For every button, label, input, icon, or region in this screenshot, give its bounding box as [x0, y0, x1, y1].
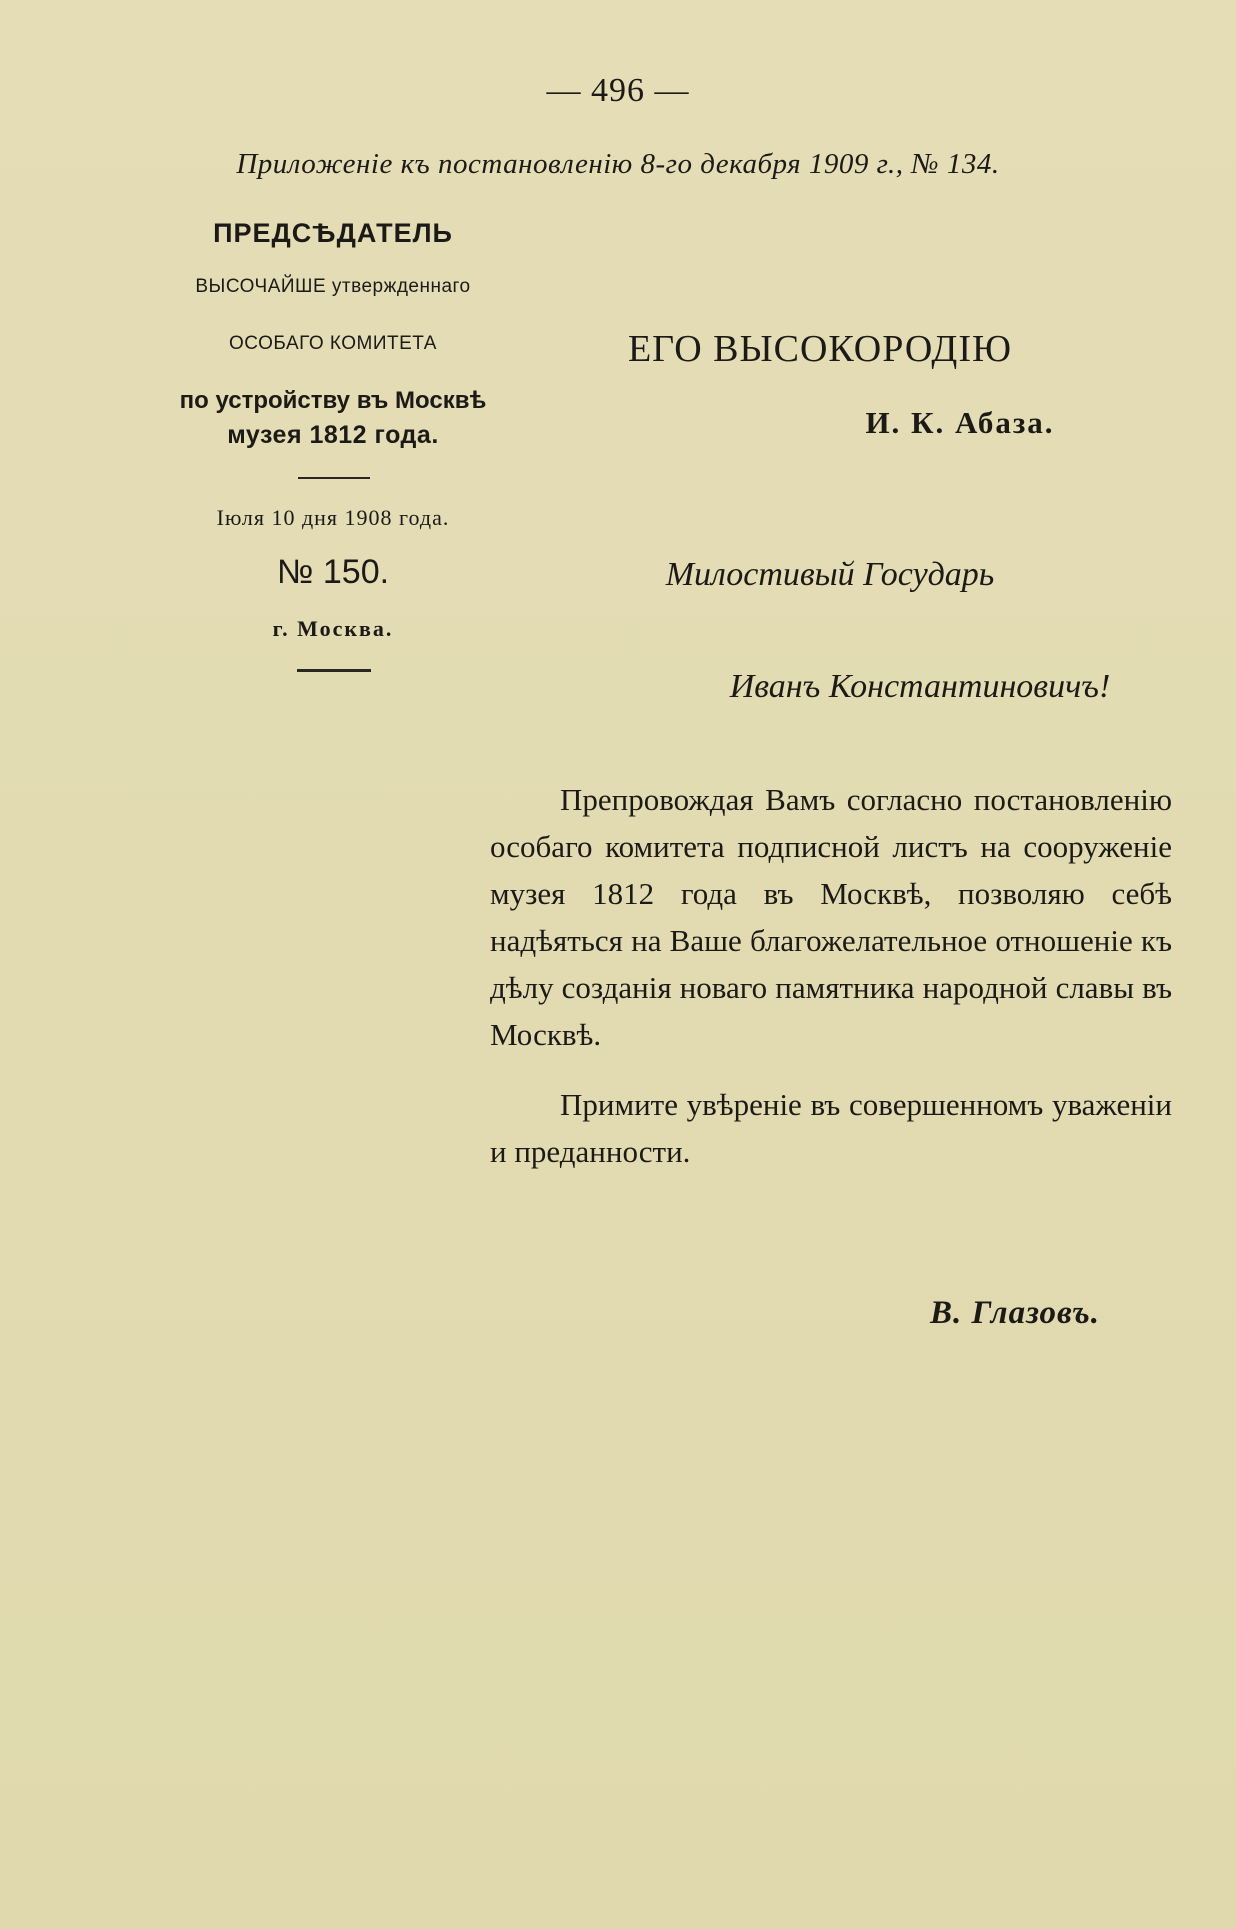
- body-paragraph-2: Примите увѣреніе въ совершенномъ уваженіи и преданности.: [490, 1087, 1172, 1169]
- letterhead-line-1: ВЫСОЧАЙШЕ утвержденнаго: [195, 276, 471, 297]
- appendix-line: Приложеніе къ постановленію 8-го декабря 1909 г., № 134.: [236, 148, 1000, 180]
- addressee-title: ЕГО ВЫСОКОРОДІЮ: [627, 328, 1013, 370]
- letterhead-city: г. Москва.: [272, 616, 394, 641]
- salutation-line-1: Милостивый Государь: [665, 556, 995, 593]
- body-paragraph-1: Препровождая Вамъ согласно постановленію особаго комитета подписной листъ на сооруженіе музея 1812 года въ Москвѣ, позволяю себѣ надѣяться на Ваше благожелательное отношеніе къ дѣлу созданія новаго памятника народной славы въ Москвѣ.: [490, 782, 1172, 1052]
- signature: В. Глазовъ.: [929, 1295, 1100, 1331]
- letterhead-line-4: музея 1812 года.: [227, 421, 439, 449]
- letterhead-line-2: ОСОБАГО КОМИТЕТА: [229, 333, 437, 354]
- letterhead-title: ПРЕДСѢДАТЕЛЬ: [213, 218, 453, 248]
- letter-body: [490, 776, 1172, 1175]
- letterhead-line-3: по устройству въ Москвѣ: [179, 387, 487, 414]
- salutation-line-2: Иванъ Константиновичъ!: [729, 668, 1111, 705]
- letterhead-date: Іюля 10 дня 1908 года.: [216, 505, 450, 530]
- letterhead-number: № 150.: [276, 553, 390, 591]
- letterhead-bottom-divider: [297, 669, 371, 672]
- letterhead-divider: [298, 477, 370, 479]
- page-number: — 496 —: [546, 72, 690, 109]
- addressee-name: И. К. Абаза.: [865, 405, 1055, 440]
